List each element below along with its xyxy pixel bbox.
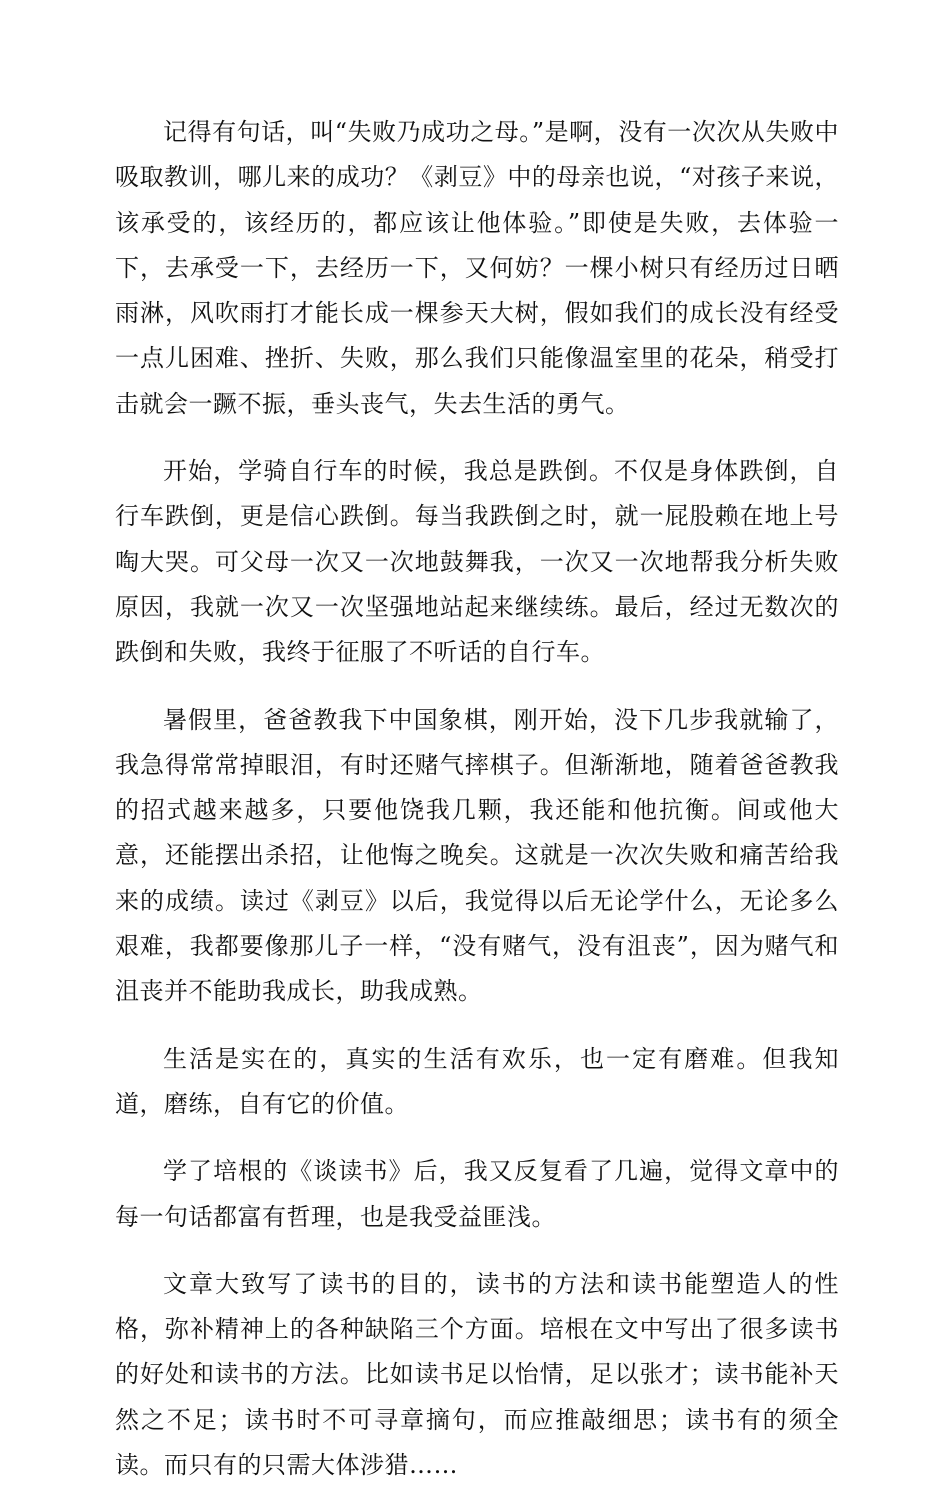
article-body <box>115 110 839 1510</box>
paragraph-4: 生活是实在的，真实的生活有欢乐，也一定有磨难。但我知道，磨练，自有它的价值。 <box>115 1044 839 1118</box>
paragraph-5: 学了培根的《谈读书》后，我又反复看了几遍，觉得文章中的每一句话都富有哲理，也是我受益匪浅。 <box>115 1157 839 1231</box>
paragraph-3: 暑假里，爸爸教我下中国象棋，刚开始，没下几步我就输了，我急得常常掉眼泪，有时还赌气摔棋子。但渐渐地，随着爸爸教我的招式越来越多，只要他饶我几颗，我还能和他抗衡。间或他大意，还能摆出杀招，让他悔之晚矣。这就是一次次失败和痛苦给我来的成绩。读过《剥豆》以后，我觉得以后无论学什么，无论多么艰难，我都要像那儿子一样，“没有赌气，没有沮丧”，因为赌气和沮丧并不能助我成长，助我成熟。 <box>115 705 839 1006</box>
paragraph-2: 开始，学骑自行车的时候，我总是跌倒。不仅是身体跌倒，自行车跌倒，更是信心跌倒。每当我跌倒之时，就一屁股赖在地上号啕大哭。可父母一次又一次地鼓舞我，一次又一次地帮我分析失败原因，我就一次又一次坚强地站起来继续练。最后，经过无数次的跌倒和失败，我终于征服了不听话的自行车。 <box>115 457 839 667</box>
paragraph-6: 文章大致写了读书的目的，读书的方法和读书能塑造人的性格，弥补精神上的各种缺陷三个方面。培根在文中写出了很多读书的好处和读书的方法。比如读书足以怡情，足以张才；读书能补天然之不足；读书时不可寻章摘句，而应推敲细思；读书有的须全读。而只有的只需大体涉猎…… <box>115 1269 839 1480</box>
paragraph-1: 记得有句话，叫“失败乃成功之母。”是啊，没有一次次从失败中吸取教训，哪儿来的成功？《剥豆》中的母亲也说，“对孩子来说，该承受的，该经历的，都应该让他体验。”即使是失败，去体验一下，去承受一下，去经历一下，又何妨？一棵小树只有经历过日晒雨淋，风吹雨打才能长成一棵参天大树，假如我们的成长没有经受一点儿困难、挫折、失败，那么我们只能像温室里的花朵，稍受打击就会一蹶不振，垂头丧气，失去生活的勇气。 <box>115 118 839 418</box>
